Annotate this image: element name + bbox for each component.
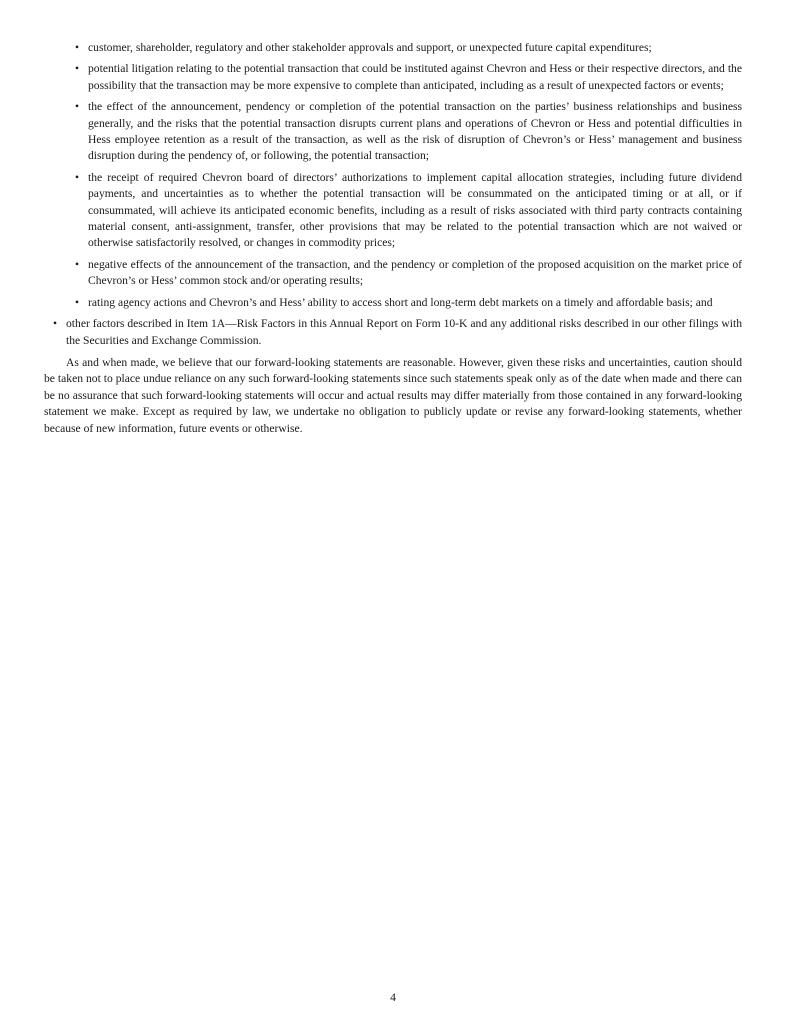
sub-bullet-list [44,40,742,311]
sub-bullet-item: • the effect of the announcement, pendency or completion of the potential transaction on the parties’ business relationships and business generally, and the risks that the potential transaction disrupts current plans and operations of Chevron or Hess and potential difficulties in Hess employee retention as a result of the transaction, as well as the risk of disruption of Chevron’s or Hess’ management and business disruption during the pendency of, or following, the potential transaction; [88,99,742,165]
closing-paragraph: As and when made, we believe that our forward-looking statements are reasonable. However, given these risks and uncertainties, caution should be taken not to place undue reliance on any such forward-looking statements since such statements speak only as of the date when made and there can be no assurance that such forward-looking statements will occur and actual results may differ materially from those contained in any forward-looking statement we make. Except as required by law, we undertake no obligation to publicly update or revise any forward-looking statements, whether because of new information, future events or otherwise. [44,355,742,435]
sub-bullet-item: • negative effects of the announcement of the transaction, and the pendency or completion of the proposed acquisition on the market price of Chevron’s or Hess’ common stock and/or operating results; [88,257,742,290]
page-number: 4 [390,991,396,1004]
sub-bullet-item: • potential litigation relating to the potential transaction that could be instituted against Chevron and Hess or their respective directors, and the possibility that the transaction may be more expensive to complete than anticipated, including as a result of unexpected factors or events; [88,61,742,94]
main-bullet-list [44,316,742,349]
sub-bullet-item: • customer, shareholder, regulatory and other stakeholder approvals and support, or unexpected future capital expenditures; [88,40,742,56]
main-bullet-item: • other factors described in Item 1A—Risk Factors in this Annual Report on Form 10-K and any additional risks described in our other filings with the Securities and Exchange Commission. [66,316,742,349]
sub-bullet-item: • rating agency actions and Chevron’s and Hess’ ability to access short and long-term debt markets on a timely and affordable basis; and [88,295,742,311]
sub-bullet-item: • the receipt of required Chevron board of directors’ authorizations to implement capital allocation strategies, including future dividend payments, and uncertainties as to whether the potential transaction will be consummated on the anticipated timing or at all, or if consummated, will achieve its anticipated economic benefits, including as a result of risks associated with third party contracts containing material consent, anti-assignment, transfer, other provisions that may be related to the potential transaction which are not waived or otherwise satisfactorily resolved, or changes in commodity prices; [88,170,742,252]
page-content [44,40,742,437]
